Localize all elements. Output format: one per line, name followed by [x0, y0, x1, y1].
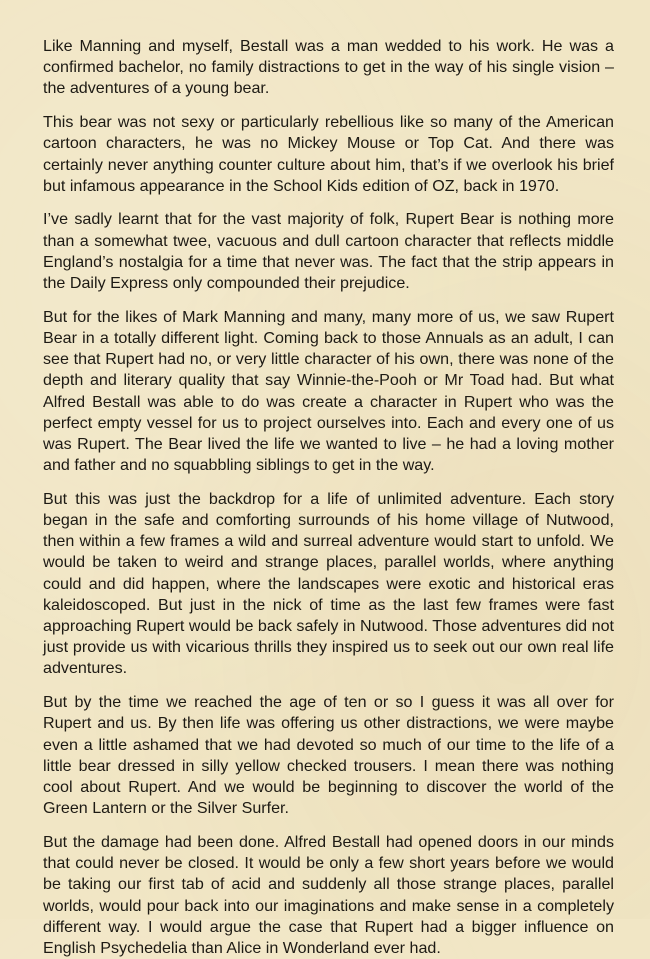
paragraph-4: But for the likes of Mark Manning and many, many more of us, we saw Rupert Bear in a totally different light. Coming back to those Annuals as an adult, I can see that Rupert had no, or very little character of his own, there was none of the depth and literary quality that say Winnie-the-Pooh or Mr Toad had. But what Alfred Bestall was able to do was create a character in Rupert who was the perfect empty vessel for us to project ourselves into. Each and every one of us was Rupert. The Bear lived the life we wanted to live – he had a loving mother and father and no squabbling siblings to get in the way.	[43, 307, 614, 475]
paragraph-1: Like Manning and myself, Bestall was a man wedded to his work. He was a confirmed bachelor, no family distractions to get in the way of his single vision – the adventures of a young bear.	[43, 37, 614, 98]
article-body	[43, 36, 614, 959]
paragraph-3: I’ve sadly learnt that for the vast majority of folk, Rupert Bear is nothing more than a somewhat twee, vacuous and dull cartoon character that reflects middle England’s nostalgia for a time that never was. The fact that the strip appears in the Daily Express only compounded their prejudice.	[43, 210, 614, 293]
paragraph-7: But the damage had been done. Alfred Bestall had opened doors in our minds that could never be closed. It would be only a few short years before we would be taking our first tab of acid and suddenly all those strange places, parallel worlds, would pour back into our imaginations and make sense in a completely different way. I would argue the case that Rupert had a bigger influence on English Psychedelia than Alice in Wonderland ever had.	[43, 832, 614, 957]
paragraph-2: This bear was not sexy or particularly rebellious like so many of the American cartoon characters, he was no Mickey Mouse or Top Cat. And there was certainly never anything counter culture about him, that’s if we overlook his brief but infamous appearance in the School Kids edition of OZ, back in 1970.	[43, 113, 614, 195]
paragraph-5: But this was just the backdrop for a life of unlimited adventure. Each story began in the safe and comforting surrounds of his home village of Nutwood, then within a few frames a wild and surreal adventure would start to unfold. We would be taken to weird and strange places, parallel worlds, where anything could and did happen, where the landscapes were exotic and historical eras kaleidoscoped. But just in the nick of time as the last few frames were fast approaching Rupert would be back safely in Nutwood. Those adventures did not just provide us with vicarious thrills they inspired us to seek out our own real life adventures.	[43, 489, 614, 678]
paragraph-6: But by the time we reached the age of ten or so I guess it was all over for Rupert and us. By then life was offering us other distractions, we were maybe even a little ashamed that we had devoted so much of our time to the life of a little bear dressed in silly yellow checked trousers. I mean there was nothing cool about Rupert. And we would be beginning to discover the world of the Green Lantern or the Silver Surfer.	[43, 693, 614, 818]
